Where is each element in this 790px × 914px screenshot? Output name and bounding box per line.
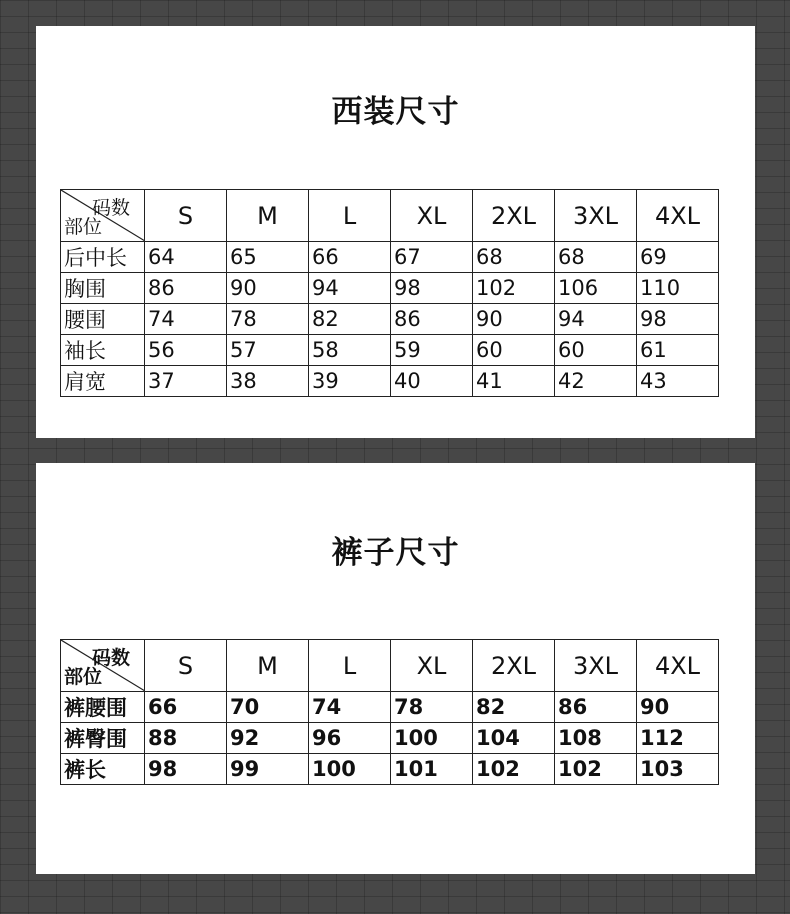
value-cell: 98: [391, 273, 473, 304]
table-row: [61, 754, 719, 785]
value-cell: 92: [227, 723, 309, 754]
size-header-cell: S: [145, 190, 227, 242]
table-row: [61, 692, 719, 723]
row-label-cell: 裤长: [61, 754, 145, 785]
corner-part-label: 部位: [64, 216, 103, 238]
value-cell: 78: [227, 304, 309, 335]
value-cell: 88: [145, 723, 227, 754]
value-cell: 98: [637, 304, 719, 335]
size-header-cell: S: [145, 640, 227, 692]
row-label-cell: 后中长: [61, 242, 145, 273]
value-cell: 102: [555, 754, 637, 785]
corner-part-label: 部位: [64, 666, 103, 688]
size-header-cell: 2XL: [473, 640, 555, 692]
value-cell: 68: [473, 242, 555, 273]
table-row: [61, 304, 719, 335]
value-cell: 101: [391, 754, 473, 785]
size-header-cell: 3XL: [555, 190, 637, 242]
value-cell: 66: [309, 242, 391, 273]
value-cell: 90: [637, 692, 719, 723]
value-cell: 86: [145, 273, 227, 304]
value-cell: 42: [555, 366, 637, 397]
value-cell: 64: [145, 242, 227, 273]
value-cell: 104: [473, 723, 555, 754]
table-row: [61, 242, 719, 273]
table-row: [61, 723, 719, 754]
value-cell: 82: [473, 692, 555, 723]
value-cell: 59: [391, 335, 473, 366]
value-cell: 67: [391, 242, 473, 273]
value-cell: 96: [309, 723, 391, 754]
size-header-cell: L: [309, 640, 391, 692]
suit-size-title: 西装尺寸: [331, 94, 460, 130]
value-cell: 106: [555, 273, 637, 304]
value-cell: 66: [145, 692, 227, 723]
value-cell: 90: [227, 273, 309, 304]
value-cell: 110: [637, 273, 719, 304]
value-cell: 56: [145, 335, 227, 366]
value-cell: 57: [227, 335, 309, 366]
value-cell: 74: [145, 304, 227, 335]
value-cell: 112: [637, 723, 719, 754]
corner-cell: [61, 640, 145, 692]
value-cell: 69: [637, 242, 719, 273]
pants-size-title: 裤子尺寸: [331, 535, 460, 571]
value-cell: 86: [555, 692, 637, 723]
value-cell: 99: [227, 754, 309, 785]
value-cell: 102: [473, 273, 555, 304]
value-cell: 94: [555, 304, 637, 335]
value-cell: 100: [391, 723, 473, 754]
value-cell: 60: [555, 335, 637, 366]
size-header-cell: L: [309, 190, 391, 242]
value-cell: 100: [309, 754, 391, 785]
size-header-cell: M: [227, 640, 309, 692]
pants-size-table: [60, 639, 719, 785]
value-cell: 98: [145, 754, 227, 785]
value-cell: 41: [473, 366, 555, 397]
value-cell: 82: [309, 304, 391, 335]
value-cell: 58: [309, 335, 391, 366]
corner-size-label: 码数: [91, 197, 130, 219]
value-cell: 102: [473, 754, 555, 785]
row-label-cell: 袖长: [61, 335, 145, 366]
value-cell: 43: [637, 366, 719, 397]
size-header-cell: XL: [391, 640, 473, 692]
suit-size-panel: [36, 26, 755, 438]
value-cell: 90: [473, 304, 555, 335]
size-header-cell: 4XL: [637, 640, 719, 692]
value-cell: 70: [227, 692, 309, 723]
value-cell: 60: [473, 335, 555, 366]
row-label-cell: 裤臀围: [61, 723, 145, 754]
row-label-cell: 肩宽: [61, 366, 145, 397]
size-header-cell: 2XL: [473, 190, 555, 242]
value-cell: 94: [309, 273, 391, 304]
value-cell: 61: [637, 335, 719, 366]
table-row: [61, 273, 719, 304]
value-cell: 108: [555, 723, 637, 754]
suit-size-table: [60, 189, 719, 397]
size-header-cell: XL: [391, 190, 473, 242]
value-cell: 103: [637, 754, 719, 785]
value-cell: 78: [391, 692, 473, 723]
value-cell: 65: [227, 242, 309, 273]
value-cell: 86: [391, 304, 473, 335]
value-cell: 39: [309, 366, 391, 397]
pants-size-panel: [36, 463, 755, 874]
value-cell: 38: [227, 366, 309, 397]
value-cell: 68: [555, 242, 637, 273]
size-header-cell: 4XL: [637, 190, 719, 242]
value-cell: 40: [391, 366, 473, 397]
value-cell: 74: [309, 692, 391, 723]
header-row: [61, 640, 719, 692]
corner-size-label: 码数: [91, 647, 130, 669]
row-label-cell: 腰围: [61, 304, 145, 335]
row-label-cell: 裤腰围: [61, 692, 145, 723]
size-header-cell: 3XL: [555, 640, 637, 692]
table-row: [61, 335, 719, 366]
header-row: [61, 190, 719, 242]
table-row: [61, 366, 719, 397]
size-header-cell: M: [227, 190, 309, 242]
row-label-cell: 胸围: [61, 273, 145, 304]
value-cell: 37: [145, 366, 227, 397]
corner-cell: [61, 190, 145, 242]
